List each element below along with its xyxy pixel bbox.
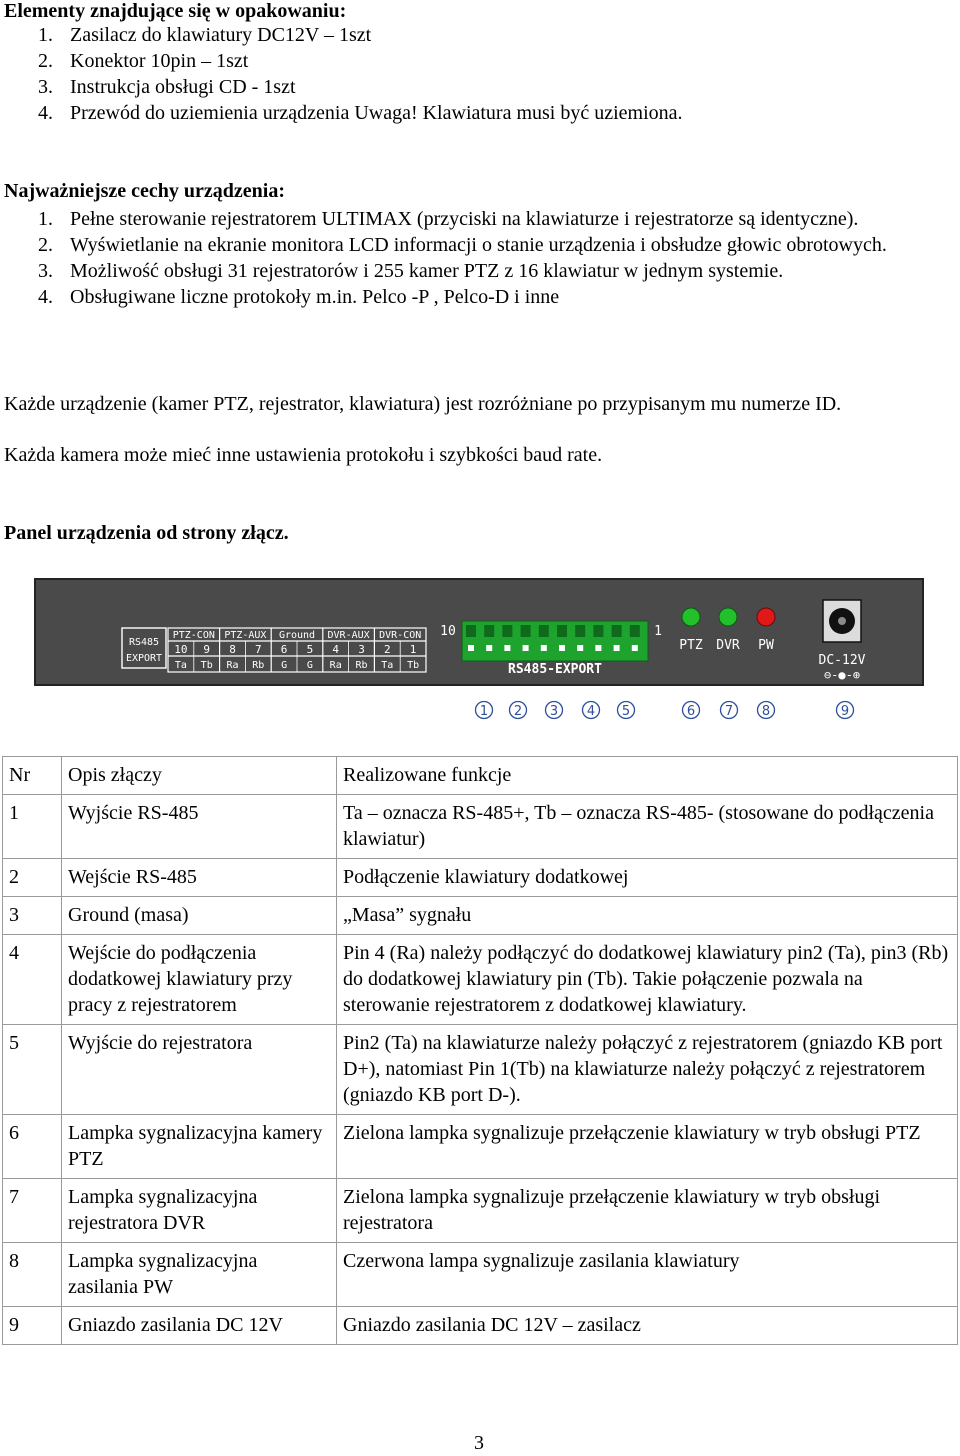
terminal-hole xyxy=(504,645,510,651)
led-ptz-icon xyxy=(682,608,700,626)
cell-nr: 6 xyxy=(3,1115,62,1179)
pin-number: 3 xyxy=(358,643,365,656)
cell-nr: 5 xyxy=(3,1025,62,1115)
cell-func: Gniazdo zasilania DC 12V – zasilacz xyxy=(337,1307,958,1345)
callout-number: 7 xyxy=(724,704,734,719)
terminal-screw xyxy=(612,625,622,637)
section-heading-panel: Panel urządzenia od strony złącz. xyxy=(4,522,289,544)
terminal-screw xyxy=(521,625,531,637)
table-row xyxy=(3,795,958,859)
callout-number: 1 xyxy=(479,704,489,719)
terminal-screw xyxy=(539,625,549,637)
terminal-screw xyxy=(575,625,585,637)
connector-table xyxy=(2,756,958,1345)
table-row xyxy=(3,897,958,935)
callout-number: 6 xyxy=(686,704,696,719)
cell-desc: Lampka sygnalizacyjna rejestratora DVR xyxy=(62,1179,337,1243)
list-item: 1. Pełne sterowanie rejestratorem ULTIMAX (przyciski na klawiaturze i rejestratorze są identyczne). xyxy=(38,208,859,230)
rs485-label: RS485 xyxy=(128,637,160,648)
cell-desc: Wejście do podłączenia dodatkowej klawiatury przy pracy z rejestratorem xyxy=(62,935,337,1025)
paragraph-id: Każde urządzenie (kamer PTZ, rejestrator, klawiatura) jest rozróżniane po przypisanym mu numerze ID. xyxy=(4,393,842,415)
cell-desc: Lampka sygnalizacyjna zasilania PW xyxy=(62,1243,337,1307)
table-row xyxy=(3,1307,958,1345)
terminal-hole xyxy=(632,645,638,651)
terminal-hole xyxy=(523,645,529,651)
pin-number: 9 xyxy=(203,643,211,656)
cell-desc: Wyjście do rejestratora xyxy=(62,1025,337,1115)
list-item: 2. Konektor 10pin – 1szt xyxy=(38,50,249,72)
terminal-screw xyxy=(466,625,476,637)
terminal-screw xyxy=(593,625,603,637)
table-header-row xyxy=(3,757,958,795)
cell-func: Ta – oznacza RS-485+, Tb – oznacza RS-485- (stosowane do podłączenia klawiatur) xyxy=(337,795,958,859)
cell-func: Zielona lampka sygnalizuje przełączenie klawiatury w tryb obsługi PTZ xyxy=(337,1115,958,1179)
pin-label: Ta xyxy=(174,660,187,671)
features-list xyxy=(0,206,900,310)
pin-number: 1 xyxy=(409,643,417,656)
cell-func: Czerwona lampa sygnalizuje zasilania klawiatury xyxy=(337,1243,958,1307)
group-header: PTZ-AUX xyxy=(224,630,267,641)
list-item: 3. Instrukcja obsługi CD - 1szt xyxy=(38,76,296,98)
cell-func: Zielona lampka sygnalizuje przełączenie klawiatury w tryb obsługi rejestratora xyxy=(337,1179,958,1243)
led-label: PW xyxy=(758,638,774,653)
terminal-label: RS485-EXPORT xyxy=(508,662,602,677)
list-item: 2. Wyświetlanie na ekranie monitora LCD informacji o stanie urządzenia i obsłudze głowic obrotowych. xyxy=(38,234,887,256)
cell-nr: 9 xyxy=(3,1307,62,1345)
terminal-screw xyxy=(557,625,567,637)
cell-func: Podłączenie klawiatury dodatkowej xyxy=(337,859,958,897)
panel-drawing xyxy=(0,575,960,725)
cell-nr: 4 xyxy=(3,935,62,1025)
section-heading-package: Elementy znajdujące się w opakowaniu: xyxy=(4,0,347,22)
pin-label: G xyxy=(306,660,313,671)
pin-number: 6 xyxy=(280,643,288,656)
cell-nr: 1 xyxy=(3,795,62,859)
header-func: Realizowane funkcje xyxy=(337,757,958,795)
led-pw-icon xyxy=(757,608,775,626)
cell-nr: 2 xyxy=(3,859,62,897)
pin-label: Tb xyxy=(200,660,213,671)
led-label: DVR xyxy=(716,638,740,653)
table-row xyxy=(3,1179,958,1243)
terminal-hole xyxy=(595,645,601,651)
table-row xyxy=(3,935,958,1025)
cell-nr: 7 xyxy=(3,1179,62,1243)
pin-label: Ra xyxy=(329,660,342,671)
group-header: PTZ-CON xyxy=(172,630,215,641)
terminal-hole xyxy=(577,645,583,651)
callout-number: 4 xyxy=(586,704,596,719)
pin-label: Tb xyxy=(407,660,420,671)
table-row xyxy=(3,1115,958,1179)
terminal-hole xyxy=(614,645,620,651)
package-list xyxy=(0,22,683,126)
led-dvr-icon xyxy=(719,608,737,626)
group-header: DVR-CON xyxy=(379,630,422,641)
terminal-hole xyxy=(486,645,492,651)
callouts xyxy=(476,702,854,720)
pin-number: 2 xyxy=(383,643,391,656)
table-row xyxy=(3,859,958,897)
pin-label: Rb xyxy=(355,660,368,671)
terminal-hole xyxy=(468,645,474,651)
list-item: 4. Obsługiwane liczne protokoły m.in. Pelco -P , Pelco-D i inne xyxy=(38,286,560,308)
callout-number: 8 xyxy=(761,704,771,719)
pin-number: 7 xyxy=(254,643,262,656)
header-nr: Nr xyxy=(3,757,62,795)
cell-func: Pin2 (Ta) na klawiaturze należy połączyć z rejestratorem (gniazdo KB port D+), natomiast Pin 1(Tb) na klawiaturze należy połączyć z rejestratorem (gniazdo KB port D-). xyxy=(337,1025,958,1115)
dc-label: DC-12V xyxy=(818,653,866,668)
callout-number: 2 xyxy=(513,704,523,719)
table-row xyxy=(3,1243,958,1307)
pin-number: 5 xyxy=(306,643,314,656)
pin-number: 4 xyxy=(332,643,340,656)
cell-nr: 3 xyxy=(3,897,62,935)
cell-desc: Ground (masa) xyxy=(62,897,337,935)
callout-number: 5 xyxy=(621,704,631,719)
terminal-hole xyxy=(559,645,565,651)
paragraph-baud: Każda kamera może mieć inne ustawienia protokołu i szybkości baud rate. xyxy=(4,444,603,466)
pin-numbers xyxy=(174,643,416,656)
group-header: Ground xyxy=(278,630,316,641)
cell-desc: Lampka sygnalizacyjna kamery PTZ xyxy=(62,1115,337,1179)
terminal-screw xyxy=(502,625,512,637)
dc-polarity: ⊖-●-⊕ xyxy=(823,668,861,682)
pin-label: Rb xyxy=(252,660,265,671)
group-headers xyxy=(173,630,422,641)
device-panel-figure xyxy=(0,575,960,725)
pin-number: 8 xyxy=(229,643,236,656)
header-desc: Opis złączy xyxy=(62,757,337,795)
terminal-screw xyxy=(630,625,640,637)
list-item: 1. Zasilacz do klawiatury DC12V – 1szt xyxy=(38,24,372,46)
callout-number: 9 xyxy=(840,704,850,719)
cell-desc: Wejście RS-485 xyxy=(62,859,337,897)
cell-func: Pin 4 (Ra) należy podłączyć do dodatkowej klawiatury pin2 (Ta), pin3 (Rb) do dodatkowej klawiatury pin (Tb). Takie połączenie pozwala na sterowanie rejestratorem z dodatkowej klawiatury. xyxy=(337,935,958,1025)
pin-number: 10 xyxy=(174,643,188,656)
led-label: PTZ xyxy=(679,638,703,653)
pin-label: Ta xyxy=(381,660,394,671)
table-row xyxy=(3,1025,958,1115)
group-header: DVR-AUX xyxy=(327,630,370,641)
terminal-left-number: 10 xyxy=(440,624,456,639)
terminal-hole xyxy=(541,645,547,651)
page-number: 3 xyxy=(474,1432,484,1454)
terminal-right-number: 1 xyxy=(654,624,662,639)
callout-number: 3 xyxy=(549,704,559,719)
cell-desc: Gniazdo zasilania DC 12V xyxy=(62,1307,337,1345)
section-heading-features: Najważniejsze cechy urządzenia: xyxy=(4,180,286,202)
cell-nr: 8 xyxy=(3,1243,62,1307)
pin-label: G xyxy=(281,660,288,671)
cell-desc: Wyjście RS-485 xyxy=(62,795,337,859)
list-item: 4. Przewód do uziemienia urządzenia Uwaga! Klawiatura musi być uziemiona. xyxy=(38,102,683,124)
list-item: 3. Możliwość obsługi 31 rejestratorów i 255 kamer PTZ z 16 klawiatur w jednym systemie. xyxy=(38,260,784,282)
export-label: EXPORT xyxy=(125,653,163,664)
cell-func: „Masa” sygnału xyxy=(337,897,958,935)
pin-label: Ra xyxy=(226,660,239,671)
terminal-screw xyxy=(484,625,494,637)
